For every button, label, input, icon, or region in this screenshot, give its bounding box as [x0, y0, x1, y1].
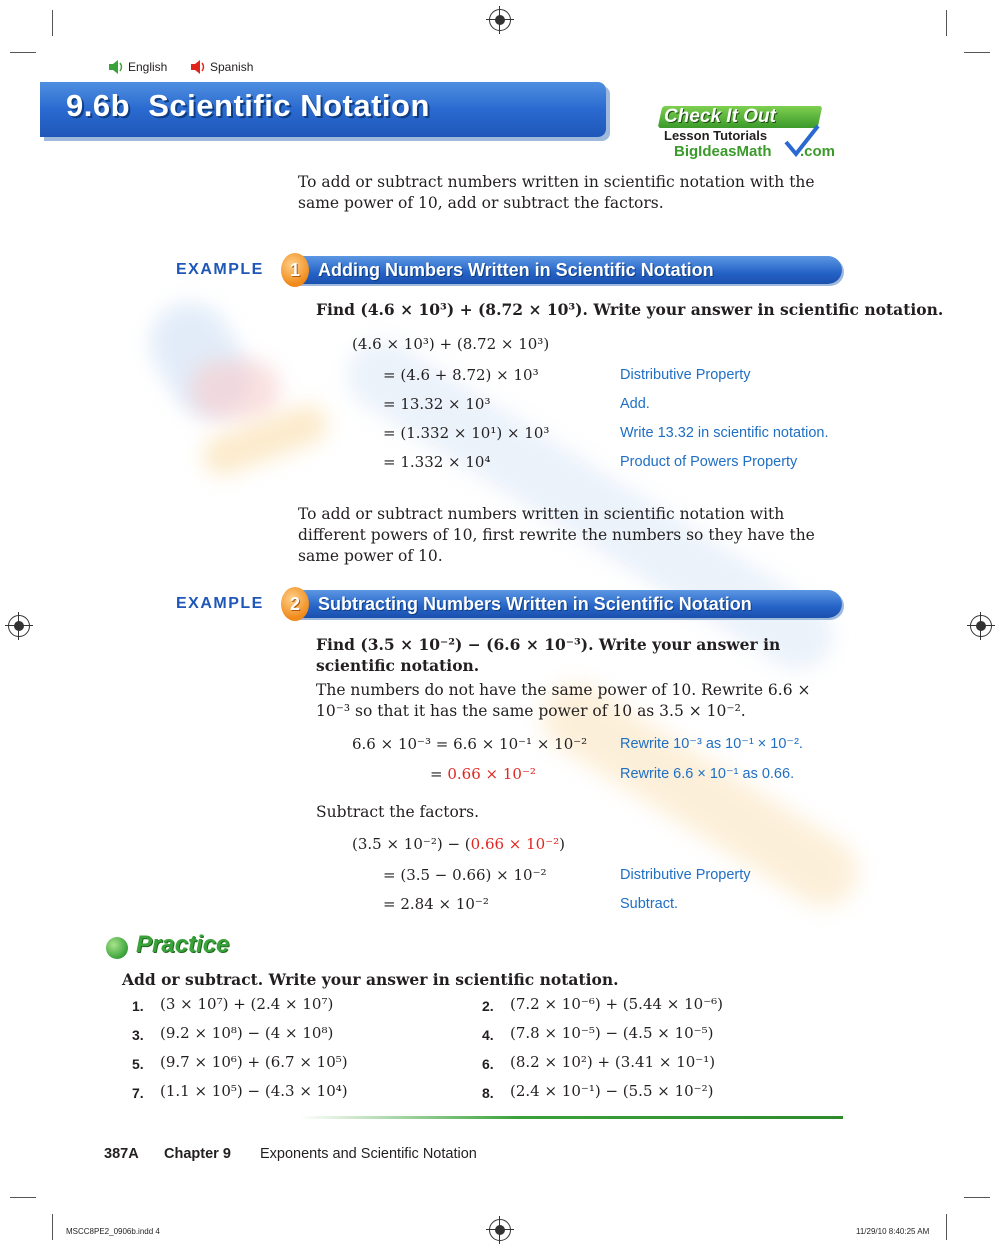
problem-expression: (9.2 × 10⁸) − (4 × 10⁸)	[160, 1024, 334, 1042]
example-2-number-badge: 2	[281, 587, 309, 621]
problem-expression: (8.2 × 10²) + (3.41 × 10⁻¹)	[510, 1053, 716, 1071]
speaker-icon	[108, 60, 124, 74]
lesson-tutorials-badge[interactable]	[660, 106, 838, 164]
example-2-step-1: = (3.5 − 0.66) × 10⁻²	[383, 866, 547, 884]
badge-line3: BigIdeasMath	[674, 143, 772, 160]
example-1-step-4-note: Product of Powers Property	[620, 454, 798, 470]
problem-number: 4.	[482, 1027, 494, 1043]
file-slug: MSCC8PE2_0906b.indd 4	[66, 1227, 160, 1236]
problem-expression: (7.2 × 10⁻⁶) + (5.44 × 10⁻⁶)	[510, 995, 724, 1013]
page-title: 9.6b Scientific Notation	[66, 88, 430, 123]
example-2-prompt	[316, 634, 836, 676]
intro-paragraph-1: To add or subtract numbers written in scientific notation with the same power of 10, add or subtract the factors.	[298, 173, 815, 212]
crop-mark	[10, 52, 36, 53]
practice-title: Practice	[136, 931, 230, 958]
problem-expression: (2.4 × 10⁻¹) − (5.5 × 10⁻²)	[510, 1082, 714, 1100]
english-audio-link[interactable]	[108, 60, 167, 74]
problem-number: 3.	[132, 1027, 144, 1043]
example-1-prompt	[316, 300, 943, 319]
problem-expression: (1.1 × 10⁵) − (4.3 × 10⁴)	[160, 1082, 348, 1100]
badge-line1: Check It Out	[664, 106, 776, 127]
example-1-step-3-note: Write 13.32 in scientific notation.	[620, 425, 829, 441]
problem-number: 1.	[132, 998, 144, 1014]
watermark	[190, 360, 280, 420]
crop-mark	[52, 10, 53, 36]
example-2-rewrite-1: 6.6 × 10⁻³ = 6.6 × 10⁻¹ × 10⁻²	[352, 735, 588, 753]
section-divider	[300, 1116, 843, 1119]
page-number: 387A	[104, 1146, 139, 1162]
problem-number: 7.	[132, 1085, 144, 1101]
example-2-title-bar: Subtracting Numbers Written in Scientific Notation	[296, 590, 842, 618]
problem-expression: (7.8 × 10⁻⁵) − (4.5 × 10⁻⁵)	[510, 1024, 714, 1042]
rewritten-value: 0.66 × 10⁻²	[447, 765, 536, 783]
example-1-step-4: = 1.332 × 10⁴	[383, 453, 491, 471]
crop-mark	[964, 52, 990, 53]
prompt-expression: (3.5 × 10⁻²) − (6.6 × 10⁻³).	[360, 635, 594, 654]
expr-red-part: 0.66 × 10⁻²	[470, 835, 560, 853]
example-2-explanation: The numbers do not have the same power of 10. Rewrite 6.6 × 10⁻³ so that it has the same power of 10 as 3.5 × 10⁻².	[316, 681, 811, 720]
english-label: English	[128, 60, 168, 74]
spanish-label: Spanish	[210, 60, 254, 74]
practice-instruction: Add or subtract. Write your answer in scientific notation.	[122, 970, 619, 989]
badge-line2: Lesson Tutorials	[664, 128, 768, 143]
example-2-rewrite-1-note: Rewrite 10⁻³ as 10⁻¹ × 10⁻².	[620, 736, 803, 752]
example-1-step-1-note: Distributive Property	[620, 367, 751, 383]
example-2-rewrite-2-note: Rewrite 6.6 × 10⁻¹ as 0.66.	[620, 766, 795, 782]
registration-mark-icon	[970, 615, 992, 637]
practice-bullet-icon	[106, 937, 128, 959]
problem-number: 8.	[482, 1085, 494, 1101]
prompt-instruction: Write your answer in scientific notation.	[316, 635, 781, 675]
example-1-step-3: = (1.332 × 10¹) × 10³	[383, 424, 550, 442]
equals-sign: =	[430, 765, 443, 783]
example-1-step-2-note: Add.	[620, 396, 650, 412]
chapter-title: Exponents and Scientific Notation	[260, 1146, 477, 1162]
intro-paragraph-2: To add or subtract numbers written in scientific notation with different powers of 10, first rewrite the numbers so they have the same power of 10.	[298, 505, 815, 565]
prompt-find: Find	[316, 635, 355, 654]
example-1-number-badge: 1	[281, 253, 309, 287]
chapter-label: Chapter 9	[164, 1146, 231, 1162]
problem-number: 5.	[132, 1056, 144, 1072]
problem-expression: (9.7 × 10⁶) + (6.7 × 10⁵)	[160, 1053, 348, 1071]
example-2-rewrite-2	[430, 765, 536, 783]
example-2-label: EXAMPLE	[176, 595, 264, 612]
expr-part: (3.5 × 10⁻²) − (	[352, 835, 471, 853]
crop-mark	[946, 1214, 947, 1240]
speaker-icon	[190, 60, 206, 74]
registration-mark-icon	[489, 9, 511, 31]
example-1-first-line: (4.6 × 10³) + (8.72 × 10³)	[352, 335, 550, 353]
prompt-expression: (4.6 × 10³) + (8.72 × 10³).	[360, 300, 588, 319]
example-1-step-2: = 13.32 × 10³	[383, 395, 491, 413]
prompt-find: Find	[316, 300, 355, 319]
prompt-instruction: Write your answer in scientific notation.	[593, 300, 944, 319]
example-1-label: EXAMPLE	[176, 261, 264, 278]
expr-close: )	[559, 835, 566, 853]
example-1-title-bar: Adding Numbers Written in Scientific Notation	[296, 256, 842, 284]
problem-number: 6.	[482, 1056, 494, 1072]
subtract-factors-text: Subtract the factors.	[316, 803, 480, 821]
problem-expression: (3 × 10⁷) + (2.4 × 10⁷)	[160, 995, 334, 1013]
crop-mark	[946, 10, 947, 36]
crop-mark	[52, 1214, 53, 1240]
example-1-step-1: = (4.6 + 8.72) × 10³	[383, 366, 539, 384]
registration-mark-icon	[489, 1219, 511, 1241]
example-2-step-2-note: Subtract.	[620, 896, 679, 912]
crop-mark	[10, 1197, 36, 1198]
spanish-audio-link[interactable]	[190, 60, 253, 74]
badge-suffix: .com	[800, 143, 836, 160]
example-2-first-line	[352, 835, 565, 853]
registration-mark-icon	[8, 615, 30, 637]
example-2-step-1-note: Distributive Property	[620, 867, 751, 883]
crop-mark	[964, 1197, 990, 1198]
problem-number: 2.	[482, 998, 494, 1014]
timestamp-slug: 11/29/10 8:40:25 AM	[856, 1227, 930, 1236]
example-2-step-2: = 2.84 × 10⁻²	[383, 895, 489, 913]
